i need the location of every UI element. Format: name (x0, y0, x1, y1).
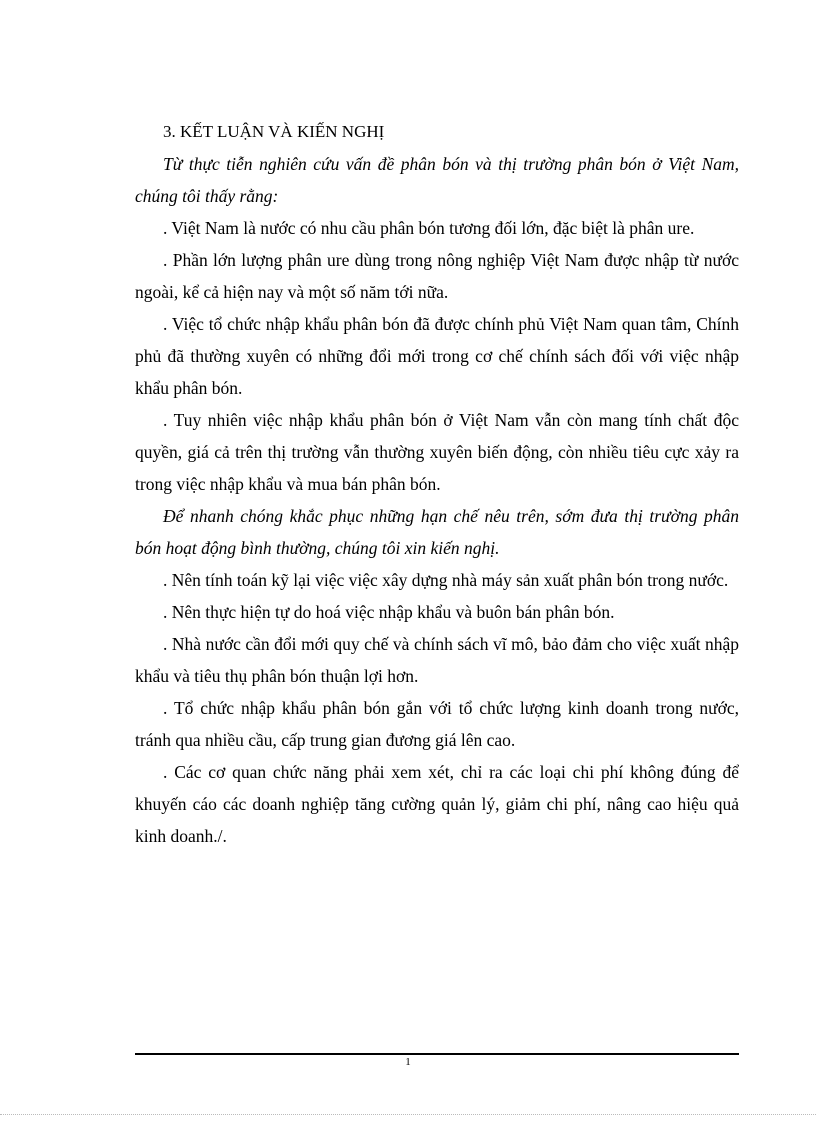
paragraph-point-3: . Việc tổ chức nhập khẩu phân bón đã được chính phủ Việt Nam quan tâm, Chính phủ đã thường xuyên có những đổi mới trong cơ chế chính sách đối với việc nhập khẩu phân bón. (135, 314, 739, 398)
document-body (135, 116, 739, 852)
paragraph-point-2: . Phần lớn lượng phân ure dùng trong nông nghiệp Việt Nam được nhập từ nước ngoài, kể cả hiện nay và một số năm tới nữa. (135, 250, 739, 302)
paragraph-recommendation-4: . Tổ chức nhập khẩu phân bón gắn với tổ chức lượng kinh doanh trong nước, tránh qua nhiều cầu, cấp trung gian đương giá lên cao. (135, 698, 739, 750)
paragraph-point-1: . Việt Nam là nước có nhu cầu phân bón tương đối lớn, đặc biệt là phân ure. (163, 218, 695, 238)
paragraph-point-4: . Tuy nhiên việc nhập khẩu phân bón ở Việt Nam vẫn còn mang tính chất độc quyền, giá cả trên thị trường vẫn thường xuyên biến động, còn nhiều tiêu cực xảy ra trong việc nhập khẩu và mua bán phân bón. (135, 410, 739, 494)
footer-divider (135, 1053, 739, 1055)
section-heading: 3. KẾT LUẬN VÀ KIẾN NGHỊ (163, 122, 385, 141)
paragraph-recommendation-2: . Nên thực hiện tự do hoá việc nhập khẩu và buôn bán phân bón. (163, 602, 615, 622)
page-bottom-border (0, 1114, 816, 1115)
paragraph-recommendation-3: . Nhà nước cần đổi mới quy chế và chính sách vĩ mô, bảo đảm cho việc xuất nhập khẩu và tiêu thụ phân bón thuận lợi hơn. (135, 634, 739, 686)
paragraph-recommendation-1: . Nên tính toán kỹ lại việc việc xây dựng nhà máy sản xuất phân bón trong nước. (163, 570, 729, 590)
paragraph-recommendation-5: . Các cơ quan chức năng phải xem xét, chỉ ra các loại chi phí không đúng để khuyến cáo các doanh nghiệp tăng cường quản lý, giảm chi phí, nâng cao hiệu quả kinh doanh./. (135, 762, 739, 846)
page-number: 1 (405, 1056, 411, 1068)
paragraph-recommendation-intro: Để nhanh chóng khắc phục những hạn chế nêu trên, sớm đưa thị trường phân bón hoạt động bình thường, chúng tôi xin kiến nghị. (135, 506, 739, 558)
paragraph-intro: Từ thực tiễn nghiên cứu vấn đề phân bón và thị trường phân bón ở Việt Nam, chúng tôi thấy rằng: (135, 154, 739, 206)
